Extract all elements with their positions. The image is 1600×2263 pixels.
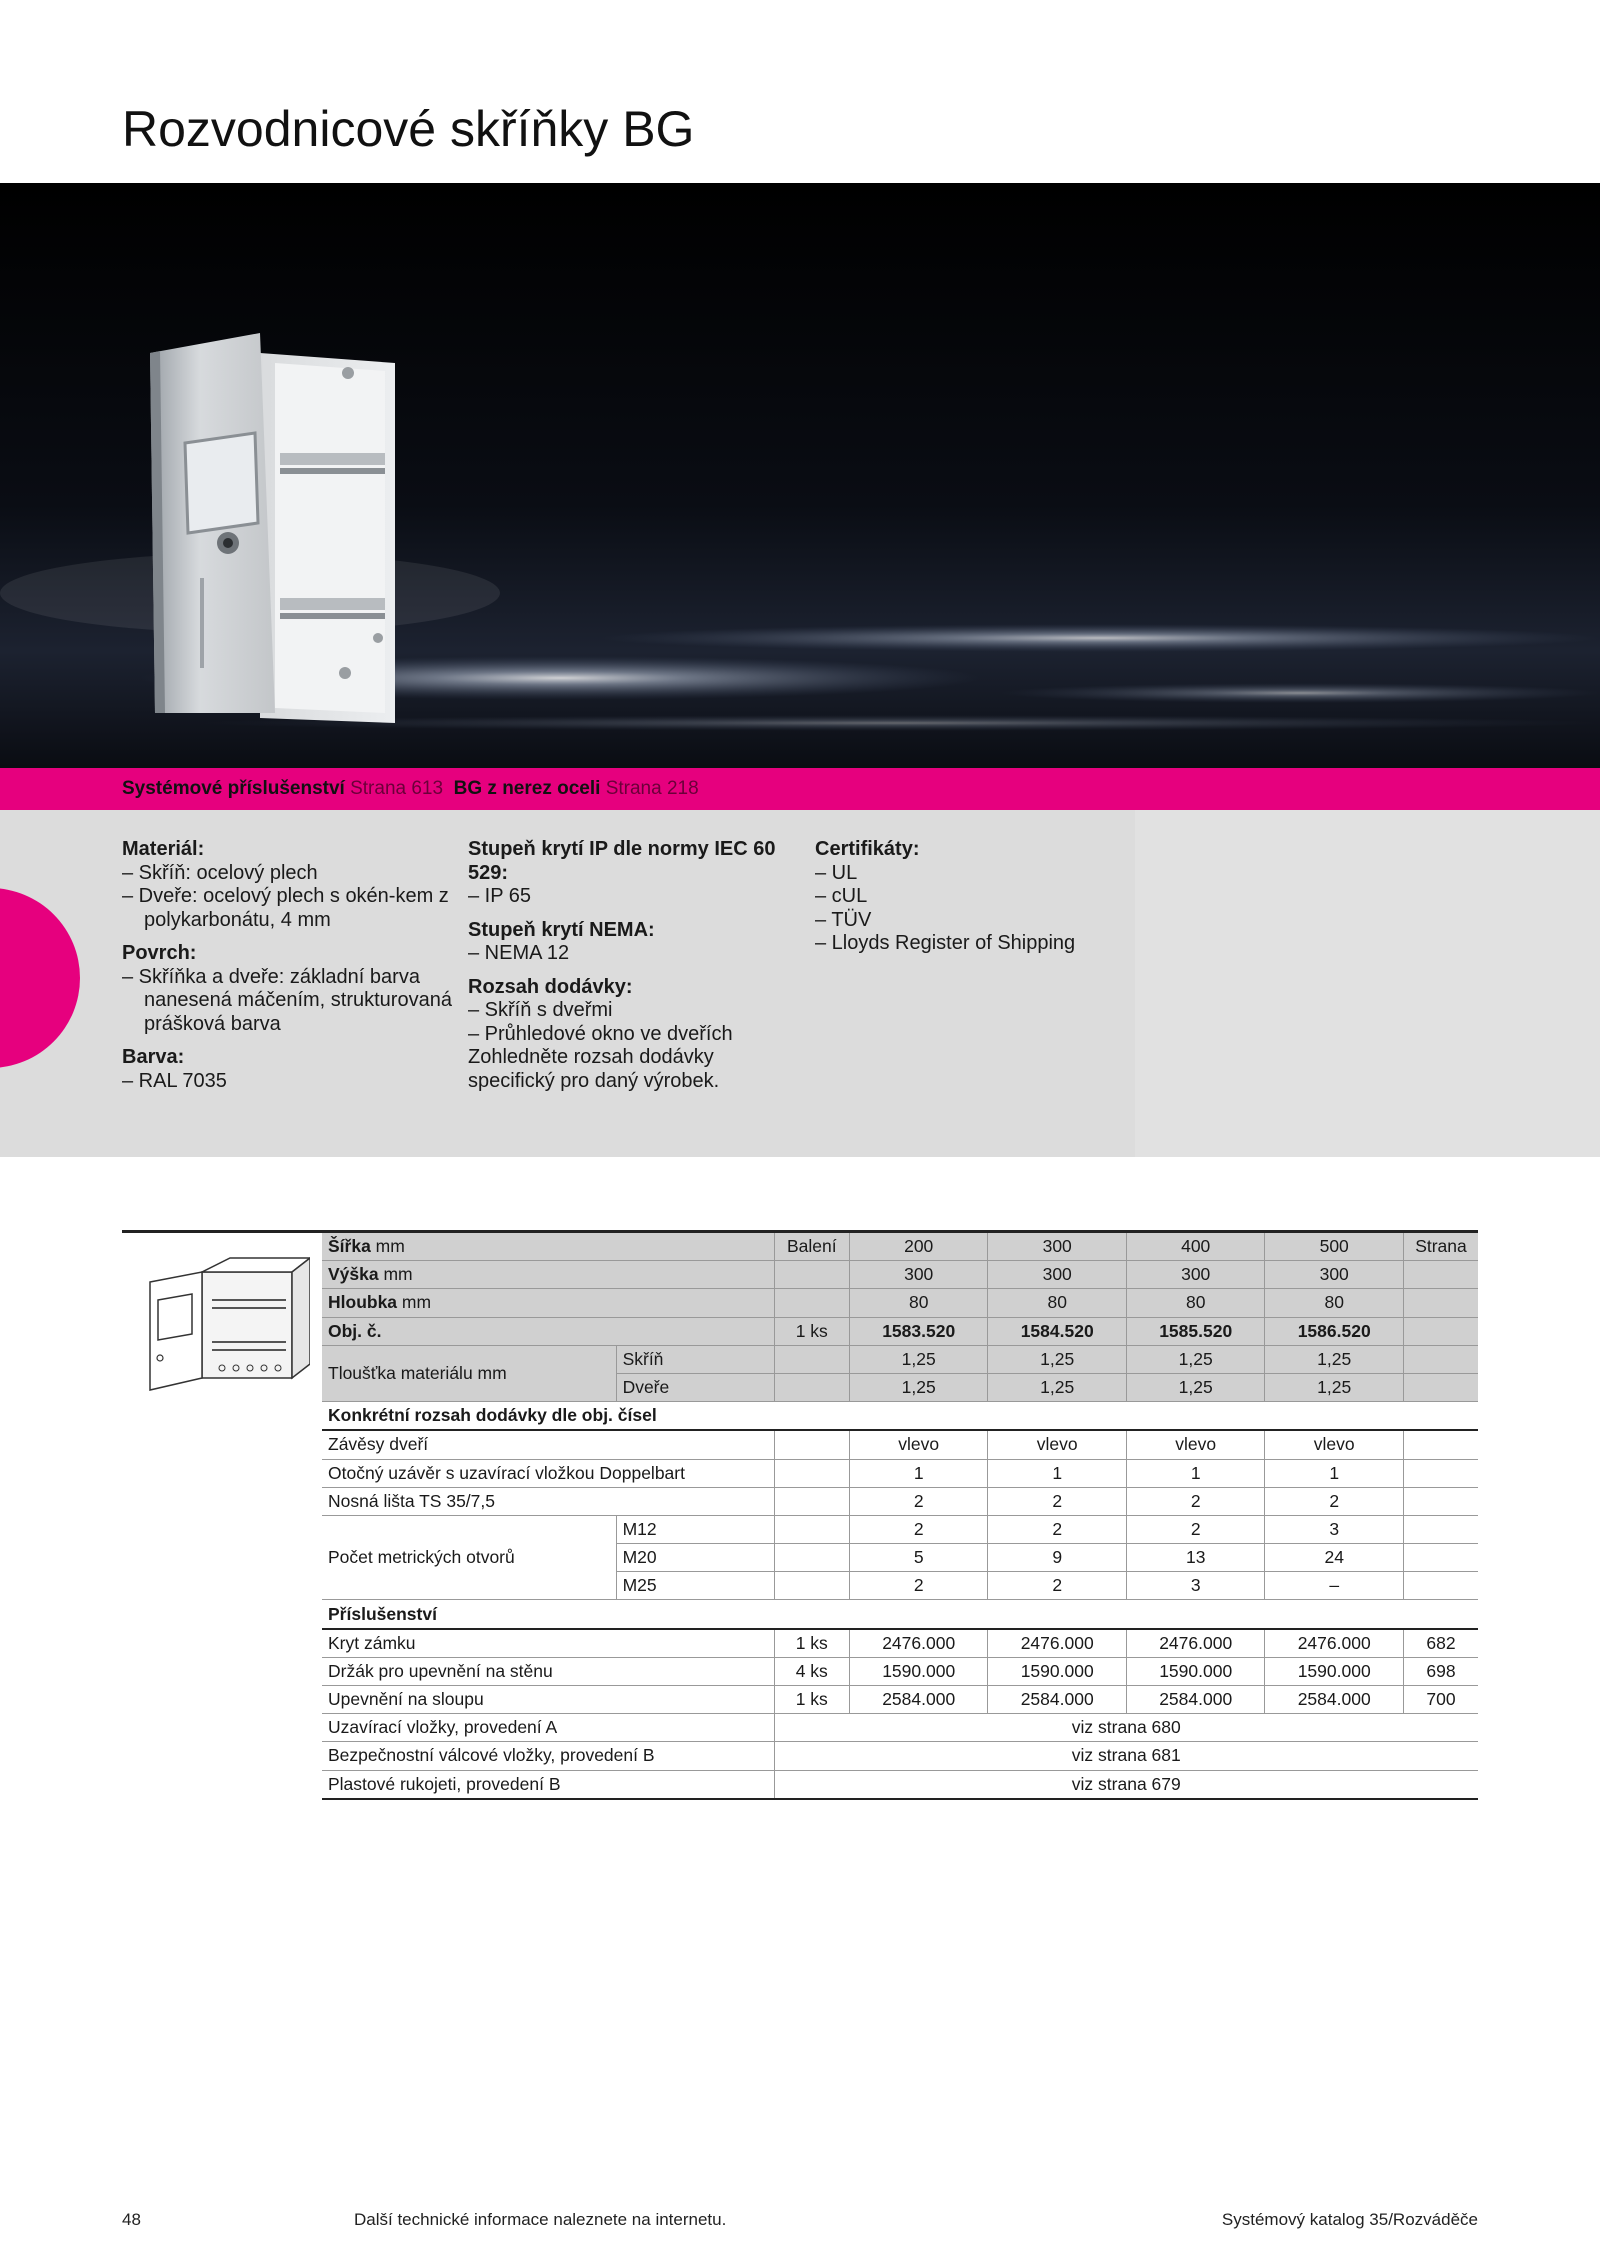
- accessory-order: 2476.000: [988, 1629, 1127, 1658]
- lock-label: Otočný uzávěr s uzavírací vložkou Doppelbart: [322, 1459, 774, 1487]
- accessory-page: 700: [1403, 1686, 1478, 1714]
- m12-value: 3: [1265, 1515, 1404, 1543]
- material-item: – Skříň: ocelový plech: [122, 861, 318, 884]
- features-column-3: [815, 838, 1135, 956]
- surface-heading: Povrch:: [122, 942, 197, 964]
- width-value: 300: [988, 1233, 1127, 1261]
- width-label: Šířka mm: [322, 1233, 774, 1261]
- certificates-heading: Certifikáty:: [815, 838, 920, 860]
- scope-item: – Skříň s dveřmi: [468, 999, 613, 1021]
- table-row: [322, 1233, 1478, 1261]
- accessory-order: 1590.000: [1126, 1657, 1265, 1685]
- depth-value: 80: [988, 1289, 1127, 1317]
- accessory-label: Držák pro upevnění na stěnu: [322, 1657, 774, 1685]
- features-column-1: [122, 838, 452, 1093]
- rail-value: 2: [1126, 1487, 1265, 1515]
- system-accessories-page: Strana 613: [350, 778, 444, 799]
- scope-section-heading: Konkrétní rozsah dodávky dle obj. čísel: [322, 1402, 1478, 1431]
- m20-value: 5: [849, 1544, 988, 1572]
- m25-value: 2: [988, 1572, 1127, 1600]
- table-row: [322, 1487, 1478, 1515]
- accessory-label: Upevnění na sloupu: [322, 1686, 774, 1714]
- hinge-value: vlevo: [988, 1430, 1127, 1459]
- thickness-value: 1,25: [988, 1373, 1127, 1401]
- footer-info: Další technické informace naleznete na internetu.: [354, 2210, 727, 2229]
- ip-item: – IP 65: [468, 885, 532, 907]
- lock-value: 1: [849, 1459, 988, 1487]
- m25-value: 3: [1126, 1572, 1265, 1600]
- table-row: [322, 1345, 1478, 1373]
- table-row: [322, 1629, 1478, 1658]
- accessory-order: 2476.000: [1265, 1629, 1404, 1658]
- m12-value: 2: [988, 1515, 1127, 1543]
- table-row: [322, 1430, 1478, 1459]
- m12-value: 2: [1126, 1515, 1265, 1543]
- hinge-value: vlevo: [1265, 1430, 1404, 1459]
- hinge-value: vlevo: [1126, 1430, 1265, 1459]
- height-value: 300: [1126, 1261, 1265, 1289]
- color-heading: Barva:: [122, 1046, 185, 1068]
- height-value: 300: [1265, 1261, 1404, 1289]
- accessories-section-heading: Příslušenství: [322, 1600, 1478, 1629]
- material-heading: Materiál:: [122, 838, 205, 860]
- table-row: [322, 1515, 1478, 1543]
- spec-table: [322, 1233, 1478, 1800]
- accessory-pack: 1 ks: [774, 1686, 849, 1714]
- m25-value: 2: [849, 1572, 988, 1600]
- nema-item: – NEMA 12: [468, 942, 570, 964]
- accessory-label: Uzavírací vložky, provedení A: [322, 1714, 774, 1742]
- rail-value: 2: [849, 1487, 988, 1515]
- lock-value: 1: [1265, 1459, 1404, 1487]
- table-row: [322, 1289, 1478, 1317]
- scope-note: Zohledněte rozsah dodávky specifický pro daný výrobek.: [468, 1046, 720, 1092]
- m25-value: –: [1265, 1572, 1404, 1600]
- thickness-value: 1,25: [1126, 1373, 1265, 1401]
- scope-item: – Průhledové okno ve dveřích: [468, 1022, 733, 1045]
- accessory-label: Bezpečnostní válcové vložky, provedení B: [322, 1742, 774, 1770]
- color-item: – RAL 7035: [122, 1069, 227, 1092]
- m25-label: M25: [616, 1572, 774, 1600]
- width-value: 500: [1265, 1233, 1404, 1261]
- packing-header: Balení: [774, 1233, 849, 1261]
- accessory-page: 698: [1403, 1657, 1478, 1685]
- accessory-order: 1590.000: [1265, 1657, 1404, 1685]
- depth-value: 80: [1126, 1289, 1265, 1317]
- rail-value: 2: [1265, 1487, 1404, 1515]
- rail-value: 2: [988, 1487, 1127, 1515]
- accessory-order: 1590.000: [849, 1657, 988, 1685]
- system-accessories-link[interactable]: Systémové příslušenství: [122, 778, 345, 799]
- surface-item: – Skříňka a dveře: základní barva nanesená máčením, strukturovaná prášková barva: [122, 965, 452, 1035]
- features-panel-right: [1135, 810, 1600, 1157]
- certificate-item: – TÜV: [815, 908, 872, 931]
- table-row: [322, 1657, 1478, 1685]
- height-label: Výška mm: [322, 1261, 774, 1289]
- depth-value: 80: [1265, 1289, 1404, 1317]
- accessory-order: 2476.000: [1126, 1629, 1265, 1658]
- accessory-order: 2584.000: [988, 1686, 1127, 1714]
- m20-label: M20: [616, 1544, 774, 1572]
- ip-heading: Stupeň krytí IP dle normy IEC 60 529:: [468, 838, 776, 884]
- order-number: 1584.520: [988, 1317, 1127, 1345]
- depth-label: Hloubka mm: [322, 1289, 774, 1317]
- lock-value: 1: [988, 1459, 1127, 1487]
- features-column-2: [468, 838, 778, 1093]
- table-row: [322, 1600, 1478, 1629]
- table-row: [322, 1459, 1478, 1487]
- nema-heading: Stupeň krytí NEMA:: [468, 918, 655, 941]
- page-number: 48: [122, 2210, 141, 2229]
- depth-value: 80: [849, 1289, 988, 1317]
- enclosure-drawing-icon: [140, 1250, 310, 1400]
- accessory-order: 2476.000: [849, 1629, 988, 1658]
- page-header: Strana: [1403, 1233, 1478, 1261]
- stainless-bg-page: Strana 218: [605, 778, 699, 799]
- accessory-order: 1590.000: [988, 1657, 1127, 1685]
- accessory-pack: 4 ks: [774, 1657, 849, 1685]
- certificate-item: – cUL: [815, 885, 868, 907]
- table-row: [322, 1261, 1478, 1289]
- thickness-value: 1,25: [849, 1373, 988, 1401]
- m12-value: 2: [849, 1515, 988, 1543]
- width-value: 400: [1126, 1233, 1265, 1261]
- table-row: [322, 1714, 1478, 1742]
- thickness-value: 1,25: [1265, 1345, 1404, 1373]
- lock-value: 1: [1126, 1459, 1265, 1487]
- table-row: [322, 1402, 1478, 1431]
- enclosure-photo: [0, 183, 1600, 768]
- thickness-body-label: Skříň: [616, 1345, 774, 1373]
- accessory-order: 2584.000: [1265, 1686, 1404, 1714]
- rail-label: Nosná lišta TS 35/7,5: [322, 1487, 774, 1515]
- m20-value: 13: [1126, 1544, 1265, 1572]
- system-accessories-bar: [0, 768, 1600, 810]
- thickness-value: 1,25: [988, 1345, 1127, 1373]
- hinge-label: Závěsy dveří: [322, 1430, 774, 1459]
- holes-label: Počet metrických otvorů: [322, 1515, 616, 1600]
- thickness-value: 1,25: [1265, 1373, 1404, 1401]
- m20-value: 24: [1265, 1544, 1404, 1572]
- hinge-value: vlevo: [849, 1430, 988, 1459]
- order-number-label: Obj. č.: [322, 1317, 774, 1345]
- thickness-value: 1,25: [849, 1345, 988, 1373]
- material-item: – Dveře: ocelový plech s okén-kem z polykarbonátu, 4 mm: [122, 885, 449, 931]
- width-value: 200: [849, 1233, 988, 1261]
- table-row: [322, 1317, 1478, 1345]
- m12-label: M12: [616, 1515, 774, 1543]
- pack-quantity: 1 ks: [774, 1317, 849, 1345]
- scope-heading: Rozsah dodávky:: [468, 975, 633, 998]
- accessory-reference[interactable]: viz strana 679: [774, 1770, 1478, 1799]
- table-row: [322, 1742, 1478, 1770]
- thickness-door-label: Dveře: [616, 1373, 774, 1401]
- accessory-order: 2584.000: [1126, 1686, 1265, 1714]
- accessory-order: 2584.000: [849, 1686, 988, 1714]
- accessory-label: Plastové rukojeti, provedení B: [322, 1770, 774, 1799]
- table-row: [322, 1686, 1478, 1714]
- height-value: 300: [849, 1261, 988, 1289]
- table-row: [322, 1770, 1478, 1799]
- order-number: 1583.520: [849, 1317, 988, 1345]
- accessory-pack: 1 ks: [774, 1629, 849, 1658]
- accessory-label: Kryt zámku: [322, 1629, 774, 1658]
- hero-image: [0, 183, 1600, 768]
- accessory-page: 682: [1403, 1629, 1478, 1658]
- certificate-item: – Lloyds Register of Shipping: [815, 932, 1076, 954]
- m20-value: 9: [988, 1544, 1127, 1572]
- page-title: Rozvodnicové skříňky BG: [122, 101, 695, 157]
- footer-catalog: Systémový katalog 35/Rozváděče: [1221, 2210, 1478, 2229]
- certificate-item: – UL: [815, 861, 858, 884]
- order-number: 1585.520: [1126, 1317, 1265, 1345]
- accessory-reference[interactable]: viz strana 681: [774, 1742, 1478, 1770]
- accessory-reference[interactable]: viz strana 680: [774, 1714, 1478, 1742]
- thickness-label: Tloušťka materiálu mm: [322, 1345, 616, 1401]
- order-number: 1586.520: [1265, 1317, 1404, 1345]
- stainless-bg-link[interactable]: BG z nerez oceli: [453, 778, 601, 799]
- height-value: 300: [988, 1261, 1127, 1289]
- thickness-value: 1,25: [1126, 1345, 1265, 1373]
